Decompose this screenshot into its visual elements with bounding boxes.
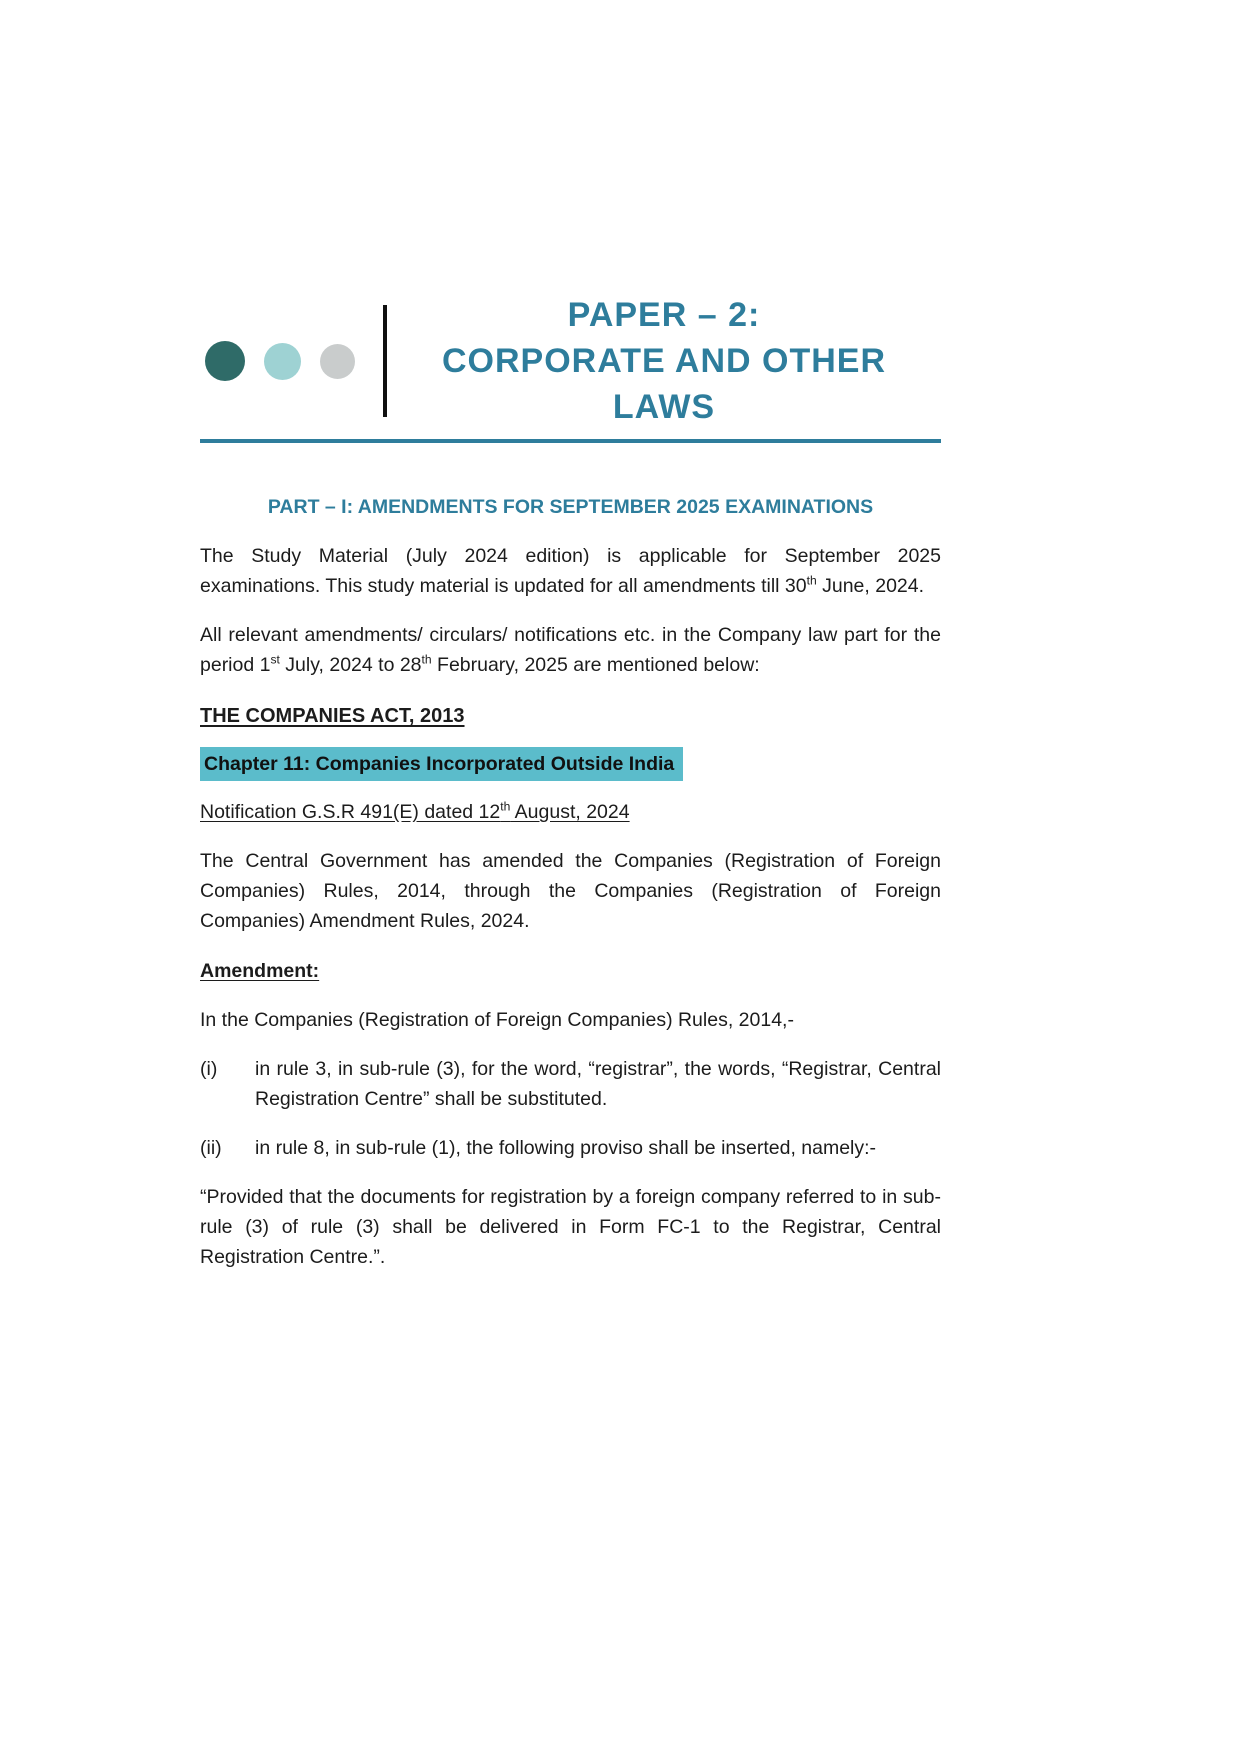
dot-gray-icon — [320, 344, 355, 379]
paper-title-line-1: PAPER – 2: — [567, 296, 761, 334]
paper-title — [387, 292, 941, 430]
page-content — [200, 0, 941, 1272]
list-item-text: in rule 3, in sub-rule (3), for the word, “registrar”, the words, “Registrar, Central Registration Centre” shall be substituted. — [255, 1058, 941, 1110]
amendment-list-item — [200, 1133, 941, 1163]
amendment-intro-paragraph: The Central Government has amended the Companies (Registration of Foreign Companies) Rules, 2014, through the Companies (Registration of Foreign Companies) Amendment Rules, 2024. — [200, 850, 941, 932]
list-item-text: in rule 8, in sub-rule (1), the following proviso shall be inserted, namely:- — [255, 1137, 877, 1159]
intro-paragraph-2: All relevant amendments/ circulars/ notifications etc. in the Company law part for the period 1st July, 2024 to 28th February, 2025 are mentioned below: — [200, 624, 941, 676]
logo-dots — [205, 341, 355, 381]
list-item-marker: (i) — [200, 1058, 218, 1080]
rules-intro-paragraph: In the Companies (Registration of Foreign Companies) Rules, 2014,- — [200, 1009, 794, 1031]
paper-title-line-2: CORPORATE AND OTHER — [442, 342, 886, 380]
header — [200, 292, 941, 430]
proviso-paragraph: “Provided that the documents for registration by a foreign company referred to in sub-rule (3) of rule (3) shall be delivered in Form FC-1 to the Registrar, Central Registration Centre.”. — [200, 1186, 941, 1268]
header-rule — [200, 439, 941, 443]
notification-heading: Notification G.S.R 491(E) dated 12th August, 2024 — [200, 799, 630, 823]
act-heading: THE COMPANIES ACT, 2013 — [200, 705, 465, 727]
part-heading: PART – I: AMENDMENTS FOR SEPTEMBER 2025 EXAMINATIONS — [267, 496, 874, 518]
paper-title-line-3: LAWS — [612, 388, 716, 426]
dot-dark-teal-icon — [205, 341, 245, 381]
dot-light-teal-icon — [264, 343, 301, 380]
amendment-label: Amendment: — [200, 960, 320, 982]
list-item-marker: (ii) — [200, 1137, 222, 1159]
chapter-heading-highlight: Chapter 11: Companies Incorporated Outside India — [200, 747, 683, 781]
amendment-list-item — [200, 1054, 941, 1114]
chapter-heading-row — [200, 747, 941, 781]
intro-paragraph-1: The Study Material (July 2024 edition) is applicable for September 2025 examinations. This study material is updated for all amendments till 30th June, 2024. — [200, 545, 941, 597]
